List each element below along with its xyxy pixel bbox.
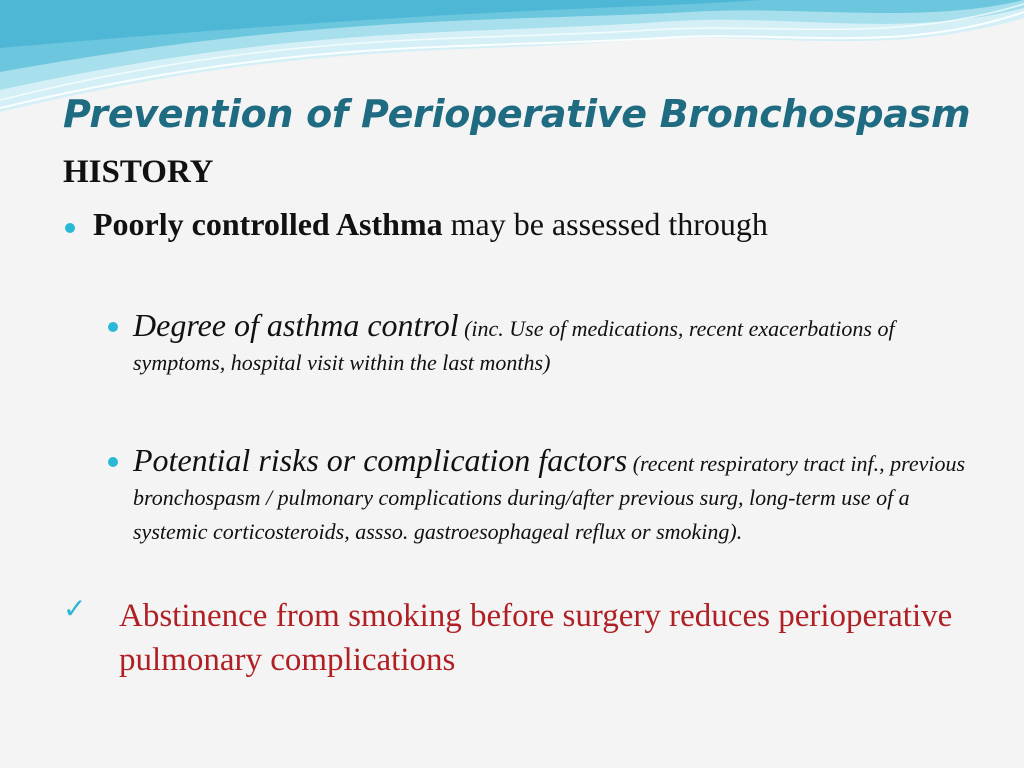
smoking-abstinence-note: Abstinence from smoking before surgery reduces perioperative pulmonary complications bbox=[119, 598, 953, 678]
sub-bullet-asthma-control bbox=[133, 308, 983, 380]
bullet-poorly-controlled-asthma bbox=[93, 206, 768, 243]
bullet-text: may be assessed through bbox=[442, 206, 768, 242]
sub-bullet-detail: (inc. Use of medications, recent exacerbations of symptoms, hospital visit within the last months) bbox=[133, 316, 895, 375]
bullet-bold-text: Poorly controlled Asthma bbox=[93, 206, 443, 242]
sub-bullet-detail: (recent respiratory tract inf., previous bronchospasm / pulmonary complications during/after previous surg, long-term use of a systemic corticosteroids, assso. gastroesophageal reflux or smoking). bbox=[133, 451, 966, 544]
checkmark-icon: ✓ bbox=[63, 592, 87, 625]
sub-bullet-lead: Potential risks or complication factors bbox=[133, 442, 628, 478]
bullet-dot-icon bbox=[108, 322, 118, 332]
bullet-dot-icon bbox=[65, 223, 75, 233]
sub-bullet-lead: Degree of asthma control bbox=[133, 307, 459, 343]
sub-bullet-risk-factors bbox=[133, 443, 983, 549]
section-heading: HISTORY bbox=[63, 154, 214, 190]
slide-title: Prevention of Perioperative Bronchospasm bbox=[63, 92, 971, 136]
bullet-dot-icon bbox=[108, 457, 118, 467]
